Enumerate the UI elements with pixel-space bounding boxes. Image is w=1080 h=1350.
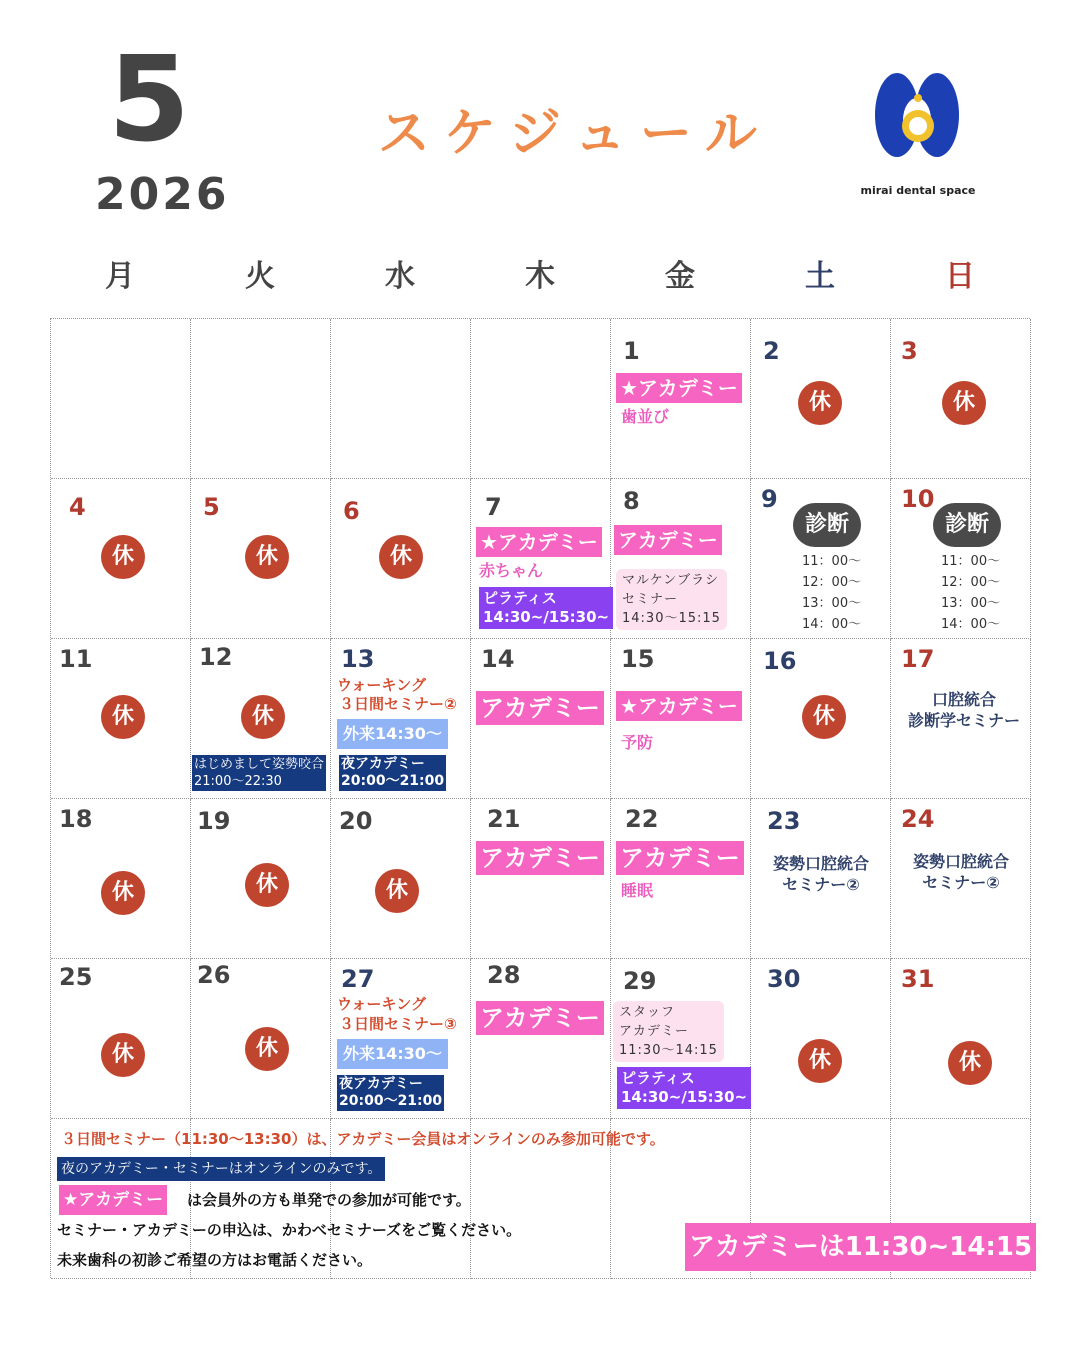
event-line: はじめまして姿勢咬合 <box>194 757 325 772</box>
calendar-cell <box>331 319 471 479</box>
event-note: 赤ちゃん <box>479 561 544 580</box>
day-number: 15 <box>621 645 655 673</box>
year: 2026 <box>95 169 230 220</box>
event-note: 睡眠 <box>621 881 654 900</box>
event-line: マルケンブラシ <box>622 573 720 588</box>
event-note <box>192 755 326 791</box>
closed-badge: 休 <box>245 1027 289 1071</box>
closed-badge: 休 <box>802 695 846 739</box>
day-number: 1 <box>623 337 640 365</box>
event-line: スタッフ <box>619 1005 676 1020</box>
closed-badge: 休 <box>101 695 145 739</box>
event-line: セミナー <box>622 592 679 607</box>
day-number: 31 <box>901 965 935 993</box>
clinic-logo-icon <box>872 70 962 160</box>
day-number: 29 <box>623 967 657 995</box>
day-number: 18 <box>59 805 93 833</box>
night-academy-badge <box>337 1075 444 1111</box>
time-slot: 12：00〜 <box>802 575 862 590</box>
event-note <box>616 569 727 630</box>
star-academy-badge: ★アカデミー <box>616 373 742 403</box>
day-number: 7 <box>485 493 502 521</box>
event-line: 姿勢口腔統合 <box>772 854 869 873</box>
time-slots <box>941 551 1000 635</box>
weekday-sun: 日 <box>945 259 975 294</box>
event-note <box>613 1001 724 1062</box>
weekday-fri: 金 <box>665 259 695 294</box>
day-number: 16 <box>763 647 797 675</box>
calendar-cell <box>191 319 331 479</box>
event-line: 姿勢口腔統合 <box>912 852 1009 871</box>
pilates-badge <box>479 587 613 629</box>
calendar-grid <box>50 318 1033 1278</box>
star-academy-badge: ★アカデミー <box>476 527 602 557</box>
day-number: 23 <box>767 807 801 835</box>
pilates-label: ピラティス <box>483 589 557 607</box>
event-line: 14:30〜15:15 <box>622 611 721 626</box>
note-apply: セミナー・アカデミーの申込は、かわべセミナーズをご覧ください。 <box>57 1221 522 1239</box>
weekday-tue: 火 <box>245 259 275 294</box>
day-number: 21 <box>487 805 521 833</box>
event-line: 20:00〜21:00 <box>341 773 445 789</box>
academy-badge: アカデミー <box>616 841 744 875</box>
closed-badge: 休 <box>241 695 285 739</box>
event-note: ３日間セミナー③ <box>339 1015 457 1033</box>
day-number: 9 <box>761 485 778 513</box>
time-slots <box>802 551 861 635</box>
outpatient-badge: 外来14:30〜 <box>337 719 448 749</box>
event-note <box>751 853 891 895</box>
night-academy-badge <box>339 755 446 791</box>
academy-hours-badge: アカデミーは11:30~14:15 <box>685 1223 1036 1271</box>
event-line: 診断学セミナー <box>907 711 1020 730</box>
event-note: ウォーキング <box>337 676 426 694</box>
academy-badge: アカデミー <box>614 525 722 555</box>
day-number: 8 <box>623 487 640 515</box>
logo-text: mirai dental space <box>860 184 976 197</box>
pilates-label: ピラティス <box>621 1069 695 1087</box>
month-number: 5 <box>108 30 191 168</box>
page-title: スケジュール <box>378 104 771 164</box>
event-line: 夜アカデミー <box>339 1076 423 1092</box>
note-seminar: ３日間セミナー（11:30〜13:30）は、アカデミー会員はオンラインのみ参加可能です。 <box>61 1130 665 1148</box>
time-slot: 13：00〜 <box>802 596 862 611</box>
event-note <box>891 851 1031 893</box>
day-number: 28 <box>487 961 521 989</box>
diagnosis-badge: 診断 <box>933 503 1001 547</box>
star-academy-badge: ★アカデミー <box>616 691 742 721</box>
day-number: 26 <box>197 961 231 989</box>
event-line: 20:00〜21:00 <box>339 1093 443 1109</box>
academy-badge: アカデミー <box>476 1001 604 1035</box>
time-slot: 11：00〜 <box>802 554 862 569</box>
weekday-mon: 月 <box>105 259 135 294</box>
day-number: 24 <box>901 805 935 833</box>
weekday-sat: 土 <box>805 259 835 294</box>
day-number: 4 <box>69 493 86 521</box>
academy-badge: アカデミー <box>476 691 604 725</box>
event-line: 口腔統合 <box>931 690 996 709</box>
closed-badge: 休 <box>948 1041 992 1085</box>
closed-badge: 休 <box>101 871 145 915</box>
time-slot: 12：00〜 <box>941 575 1001 590</box>
diagnosis-badge: 診断 <box>793 503 861 547</box>
closed-badge: 休 <box>101 535 145 579</box>
event-note <box>897 689 1031 731</box>
note-nonmember: は会員外の方も単発での参加が可能です。 <box>187 1191 471 1209</box>
day-number: 13 <box>341 645 375 673</box>
closed-badge: 休 <box>101 1033 145 1077</box>
outpatient-badge: 外来14:30〜 <box>337 1039 448 1069</box>
closed-badge: 休 <box>798 381 842 425</box>
time-slot: 14：00〜 <box>802 617 862 632</box>
star-academy-badge: ★アカデミー <box>59 1185 167 1215</box>
day-number: 10 <box>901 485 935 513</box>
closed-badge: 休 <box>379 535 423 579</box>
day-number: 19 <box>197 807 231 835</box>
day-number: 2 <box>763 337 780 365</box>
weekday-wed: 水 <box>385 259 415 294</box>
day-number: 22 <box>625 805 659 833</box>
event-line: セミナー② <box>782 875 860 894</box>
time-slot: 11：00〜 <box>941 554 1001 569</box>
academy-badge: アカデミー <box>476 841 604 875</box>
time-slot: 14：00〜 <box>941 617 1001 632</box>
pilates-time: 14:30~/15:30~ <box>483 608 610 626</box>
closed-badge: 休 <box>798 1039 842 1083</box>
event-line: 11:30〜14:15 <box>619 1043 718 1058</box>
event-line: アカデミー <box>619 1024 689 1039</box>
weekday-thu: 木 <box>525 259 555 294</box>
day-number: 14 <box>481 645 515 673</box>
day-number: 27 <box>341 965 375 993</box>
day-number: 6 <box>343 497 360 525</box>
calendar-cell <box>471 319 611 479</box>
pilates-badge <box>617 1067 751 1109</box>
closed-badge: 休 <box>942 381 986 425</box>
day-number: 25 <box>59 963 93 991</box>
event-line: 21:00〜22:30 <box>194 774 282 789</box>
event-note: ウォーキング <box>337 995 426 1013</box>
note-first-visit: 未来歯科の初診ご希望の方はお電話ください。 <box>57 1251 373 1269</box>
event-note: 歯並び <box>621 407 670 426</box>
day-number: 5 <box>203 493 220 521</box>
day-number: 17 <box>901 645 935 673</box>
closed-badge: 休 <box>245 863 289 907</box>
day-number: 20 <box>339 807 373 835</box>
day-number: 3 <box>901 337 918 365</box>
day-number: 30 <box>767 965 801 993</box>
note-night-online: 夜のアカデミー・セミナーはオンラインのみです。 <box>57 1157 385 1181</box>
time-slot: 13：00〜 <box>941 596 1001 611</box>
calendar-cell <box>51 319 191 479</box>
pilates-time: 14:30~/15:30~ <box>621 1088 748 1106</box>
event-note: 予防 <box>621 733 654 752</box>
day-number: 11 <box>59 645 93 673</box>
event-line: セミナー② <box>922 873 1000 892</box>
closed-badge: 休 <box>245 535 289 579</box>
closed-badge: 休 <box>375 869 419 913</box>
day-number: 12 <box>199 643 233 671</box>
event-line: 夜アカデミー <box>341 756 425 772</box>
event-note: ３日間セミナー② <box>339 695 457 713</box>
